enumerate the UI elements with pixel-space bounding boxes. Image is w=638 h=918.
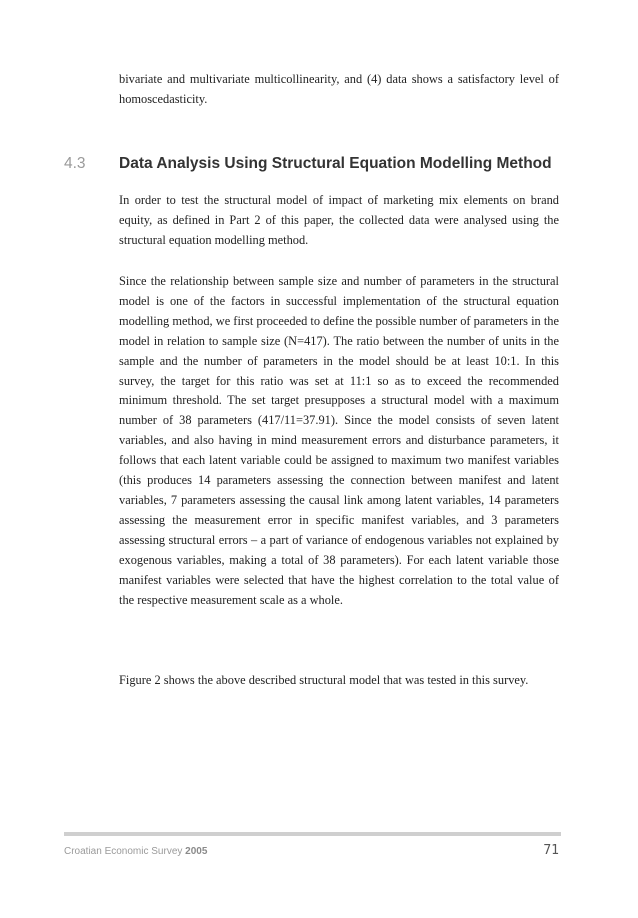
paragraph-intro: bivariate and multivariate multicollinearity, and (4) data shows a satisfactory level of homoscedasticity. bbox=[119, 72, 559, 106]
section-title: Data Analysis Using Structural Equation Modelling Method bbox=[119, 155, 552, 172]
footer-journal-name: Croatian Economic Survey bbox=[64, 846, 183, 857]
section-number: 4.3 bbox=[64, 155, 86, 172]
paragraph-1: In order to test the structural model of impact of marketing mix elements on brand equity, as defined in Part 2 of this paper, the collected data were analysed using the structural equation modelling method. bbox=[119, 193, 559, 247]
footer-year: 2005 bbox=[185, 846, 208, 857]
footer-journal bbox=[64, 846, 207, 857]
paragraph-2: Since the relationship between sample size and number of parameters in the structural model is one of the factors in successful implementation of the structural equation modelling method, we first proceeded to define the possible number of parameters in the model in relation to sample size (N=417). The ratio between the number of units in the sample and the number of parameters in the model should be at least 10:1. In this survey, the target for this ratio was set at 11:1 so as to exceed the recommended minimum threshold. The set target presupposes a structural model with a maximum number of 38 parameters (417/11=37.91). Since the model consists of seven latent variables, and also having in mind measurement errors and disturbance parameters, it follows that each latent variable could be assigned to maximum two manifest variables (this produces 14 parameters assessing the connection between manifest and latent variables, 7 parameters assessing the causal link among latent variables, 14 parameters assessing the measurement error in specific manifest variables, and 3 parameters assessing structural errors – a part of variance of endogenous variables not explained by exogenous variables, making a total of 38 parameters). For each latent variable those manifest variables were selected that have the highest correlation to the total value of the respective measurement scale as a whole. bbox=[119, 274, 559, 607]
paragraph-3: Figure 2 shows the above described structural model that was tested in this survey. bbox=[119, 673, 529, 687]
footer-rule bbox=[64, 832, 561, 836]
page-number: 71 bbox=[543, 843, 559, 858]
